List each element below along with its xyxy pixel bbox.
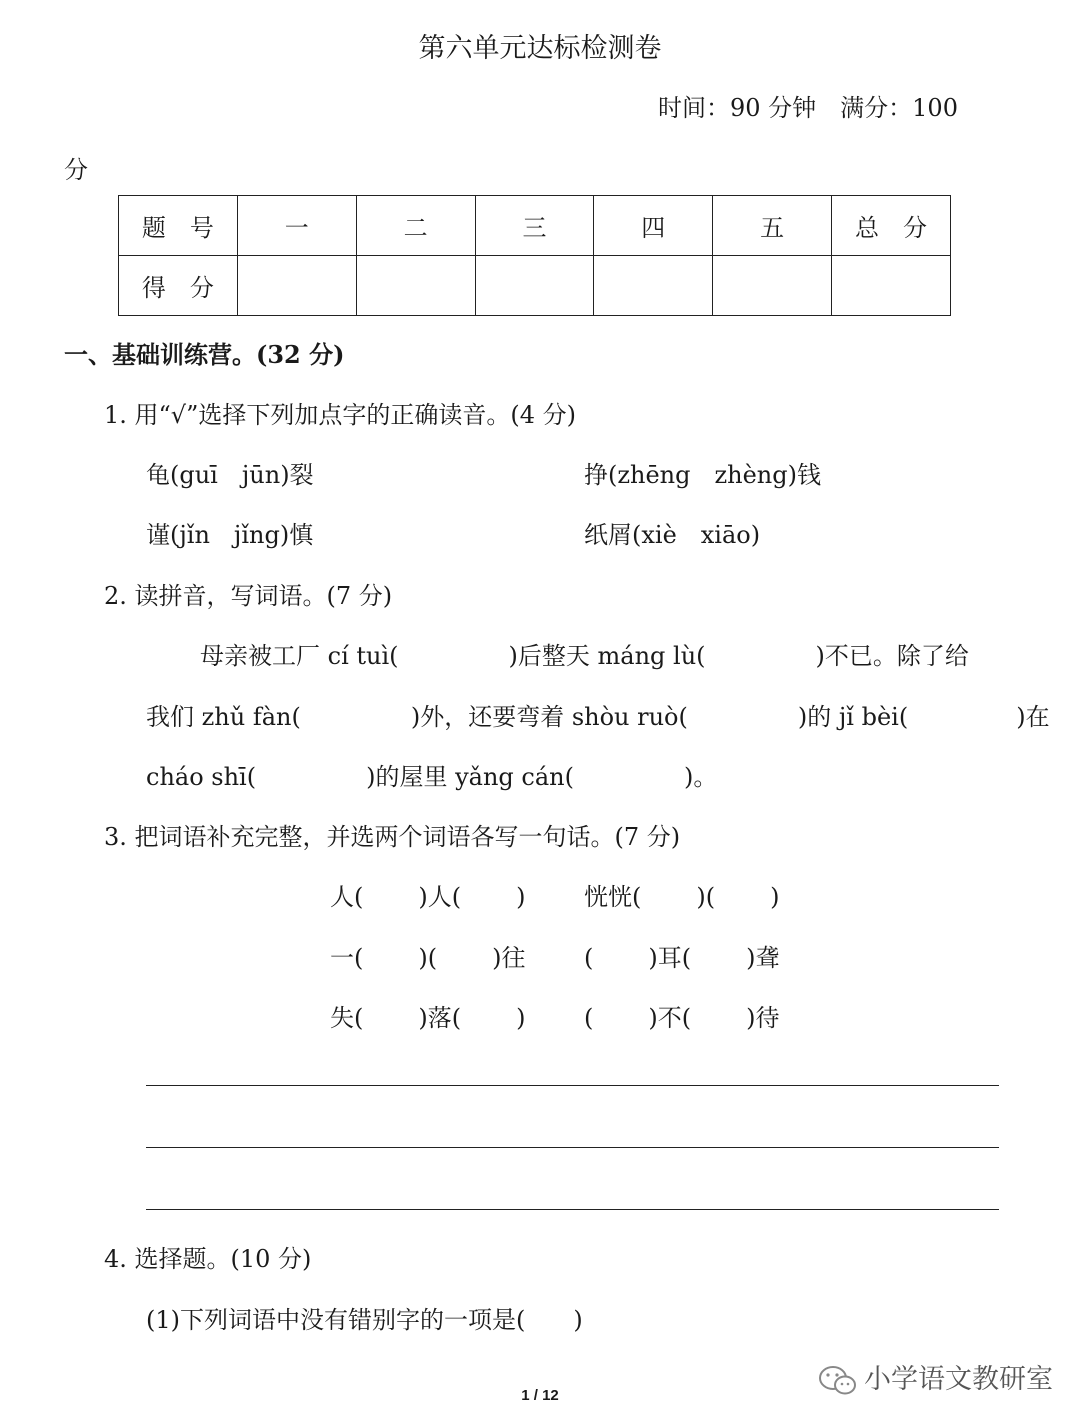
q2-text: cháo shī( [146,763,257,791]
page-title: 第六单元达标检测卷 [418,33,662,64]
score-cell[interactable] [832,256,951,316]
score-header-cell: 一 [237,196,356,256]
idiom-part: ( [584,1004,594,1032]
score-header-cell: 四 [594,196,713,256]
idiom-part: 失( [330,1004,364,1032]
score-row-label: 得 分 [119,256,238,316]
q2-text: )外，还要弯着 shòu ruò( [410,703,688,731]
idiom-part: 恍恍( [584,883,642,911]
score-header-cell: 五 [713,196,832,256]
idiom-part: )不( [648,1004,692,1032]
q2-text: )。 [684,763,718,791]
score-header-cell: 总 分 [832,196,951,256]
q4-sub-1: (1)下列词语中没有错别字的一项是( ) [146,1306,583,1334]
idiom-part: 人( [330,883,364,911]
answer-line[interactable] [146,1147,999,1148]
score-header-cell: 题 号 [119,196,238,256]
q1-item: 谨(jǐn jǐng)慎 [146,521,314,549]
idiom [584,938,779,973]
q2-line-3 [146,757,717,792]
q2-text: )后整天 máng lù( [508,642,706,670]
watermark-text: 小学语文教研室 [864,1364,1053,1395]
q2-line-2 [146,697,1050,732]
idiom-part: ( [584,944,594,972]
q1-item: 挣(zhēng zhèng)钱 [584,461,821,489]
idiom-part: ) [516,1004,526,1032]
q1-item: 纸屑(xiè xiāo) [584,521,761,549]
exam-meta-unit: 分 [64,156,88,184]
idiom-part: )耳( [648,944,692,972]
question-1: 1. 用“√”选择下列加点字的正确读音。(4 分) [104,401,576,429]
idiom [330,877,525,912]
idiom-part: )( [418,944,438,972]
idiom-part: )往 [492,944,526,972]
idiom [584,998,779,1033]
q2-text: )的 jǐ bèi( [797,703,909,731]
score-cell[interactable] [237,256,356,316]
idiom-part: )人( [418,883,462,911]
score-table-score-row [119,256,951,316]
q2-text: 我们 zhǔ fàn( [146,703,301,731]
page-number: 1 / 12 [521,1387,559,1404]
idiom-part: )待 [746,1004,780,1032]
score-cell[interactable] [475,256,594,316]
idiom-part: 一( [330,944,364,972]
q1-item: 龟(guī jūn)裂 [146,461,314,489]
idiom-part: )聋 [746,944,780,972]
q2-text: )在 [1016,703,1050,731]
score-table [118,195,951,316]
idiom-part: )落( [418,1004,462,1032]
idiom [330,938,525,973]
question-2: 2. 读拼音，写词语。(7 分) [104,582,393,610]
q2-line-1 [200,636,969,671]
idiom-part: ) [770,883,780,911]
idiom [330,998,525,1033]
score-header-cell: 三 [475,196,594,256]
idiom-part: ) [516,883,526,911]
exam-meta: 时间：90 分钟 满分：100 [658,94,958,122]
idiom [584,877,779,912]
section-heading: 一、基础训练营。(32 分) [64,340,345,369]
answer-line[interactable] [146,1085,999,1086]
q2-text: 母亲被工厂 cí tuì( [200,642,399,670]
score-table-header-row [119,196,951,256]
q2-text: )不已。除了给 [815,642,969,670]
score-cell[interactable] [713,256,832,316]
question-4: 4. 选择题。(10 分) [104,1245,312,1273]
q2-text: )的屋里 yǎng cán( [366,763,574,791]
score-header-cell: 二 [356,196,475,256]
idiom-part: )( [696,883,716,911]
answer-line[interactable] [146,1209,999,1210]
question-3: 3. 把词语补充完整，并选两个词语各写一句话。(7 分) [104,823,681,851]
score-cell[interactable] [594,256,713,316]
score-cell[interactable] [356,256,475,316]
